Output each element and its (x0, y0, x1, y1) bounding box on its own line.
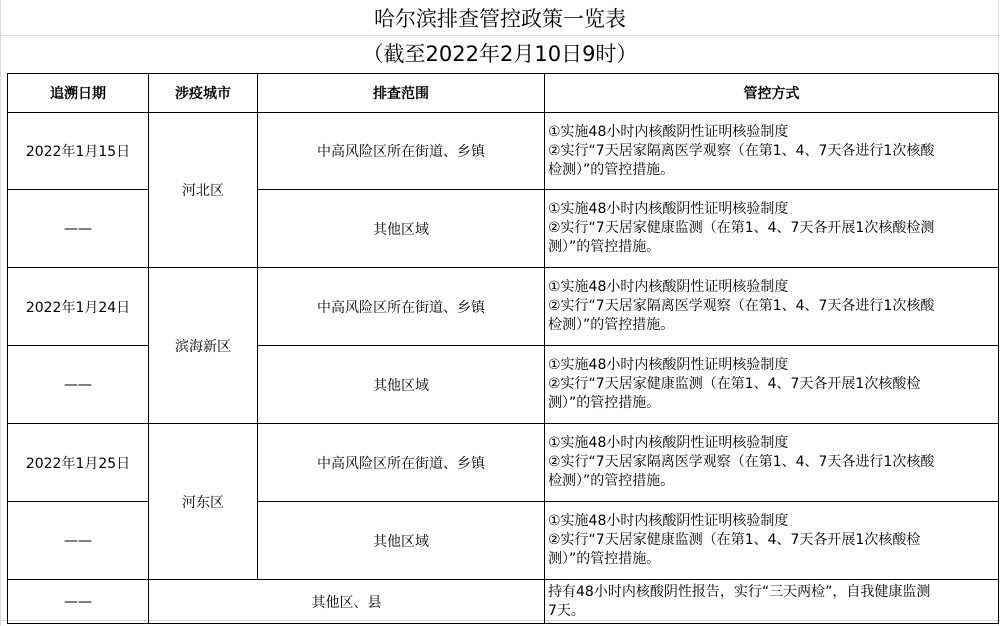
control-line: 测）”的管控措施。 (548, 239, 661, 255)
control-line: ①实施48小时内核酸阴性证明核验制度 (548, 513, 789, 529)
control-line: ②实行“7天居家健康监测（在第1、4、7天各开展1次核酸检 (548, 376, 921, 392)
cell-date[interactable]: 2022年1月24日 (8, 268, 149, 346)
cell-scope[interactable]: 其他区、县 (149, 580, 545, 624)
cell-date[interactable]: —— (8, 346, 149, 424)
control-line: ②实行“7天居家健康监测（在第1、4、7天各开展1次核酸检测 (548, 220, 935, 236)
cell-control[interactable] (545, 268, 999, 346)
control-line: 7天。 (548, 602, 585, 619)
table-header-row (8, 74, 999, 113)
page-subtitle: （截至2022年2月10日9时） (362, 42, 638, 66)
control-line: ①实施48小时内核酸阴性证明核验制度 (548, 357, 789, 373)
control-line: 测）”的管控措施。 (548, 395, 661, 411)
cell-date[interactable]: —— (8, 190, 149, 268)
control-line: 持有48小时内核酸阴性报告，实行“三天两检”，自我健康监测 (548, 583, 931, 600)
col-header-city[interactable]: 涉疫城市 (149, 74, 258, 113)
cell-control[interactable] (545, 580, 999, 624)
control-line: 检测）”的管控措施。 (548, 161, 675, 178)
cell-city[interactable]: 滨海新区 (149, 268, 258, 424)
col-header-scope[interactable]: 排查范围 (258, 74, 545, 113)
control-line: 检测）”的管控措施。 (548, 317, 675, 333)
control-line: ①实施48小时内核酸阴性证明核验制度 (548, 435, 789, 451)
cell-scope[interactable]: 中高风险区所在街道、乡镇 (258, 268, 545, 346)
cell-control[interactable] (545, 424, 999, 502)
table-row (8, 113, 999, 190)
cell-scope[interactable]: 中高风险区所在街道、乡镇 (258, 113, 545, 190)
control-line: ②实行“7天居家隔离医学观察（在第1、4、7天各进行1次核酸 (548, 454, 935, 470)
control-line: ①实施48小时内核酸阴性证明核验制度 (548, 123, 789, 140)
col-header-control[interactable]: 管控方式 (545, 74, 999, 113)
control-line: ②实行“7天居家隔离医学观察（在第1、4、7天各进行1次核酸 (548, 298, 935, 314)
cell-date[interactable]: —— (8, 580, 149, 624)
control-line: 测）”的管控措施。 (548, 551, 661, 567)
control-line: 检测）”的管控措施。 (548, 473, 675, 489)
control-line: ①实施48小时内核酸阴性证明核验制度 (548, 201, 789, 217)
gridline (0, 35, 1000, 36)
policy-table (7, 73, 999, 624)
cell-control[interactable] (545, 502, 999, 580)
cell-control[interactable] (545, 113, 999, 190)
cell-city[interactable]: 河东区 (149, 424, 258, 580)
page-title: 哈尔滨排查管控政策一览表 (374, 7, 626, 31)
cell-control[interactable] (545, 190, 999, 268)
cell-control[interactable] (545, 346, 999, 424)
col-header-date[interactable]: 追溯日期 (8, 74, 149, 113)
gridline (0, 0, 1, 626)
table-row (8, 580, 999, 624)
control-line: ②实行“7天居家隔离医学观察（在第1、4、7天各进行1次核酸 (548, 142, 935, 159)
table-row (8, 424, 999, 502)
cell-date[interactable]: 2022年1月25日 (8, 424, 149, 502)
cell-scope[interactable]: 其他区域 (258, 502, 545, 580)
table-row (8, 268, 999, 346)
control-line: ①实施48小时内核酸阴性证明核验制度 (548, 279, 789, 295)
control-line: ②实行“7天居家健康监测（在第1、4、7天各开展1次核酸检 (548, 532, 921, 548)
cell-date[interactable]: 2022年1月15日 (8, 113, 149, 190)
cell-scope[interactable]: 中高风险区所在街道、乡镇 (258, 424, 545, 502)
cell-date[interactable]: —— (8, 502, 149, 580)
cell-city[interactable]: 河北区 (149, 113, 258, 268)
cell-scope[interactable]: 其他区域 (258, 346, 545, 424)
cell-scope[interactable]: 其他区域 (258, 190, 545, 268)
